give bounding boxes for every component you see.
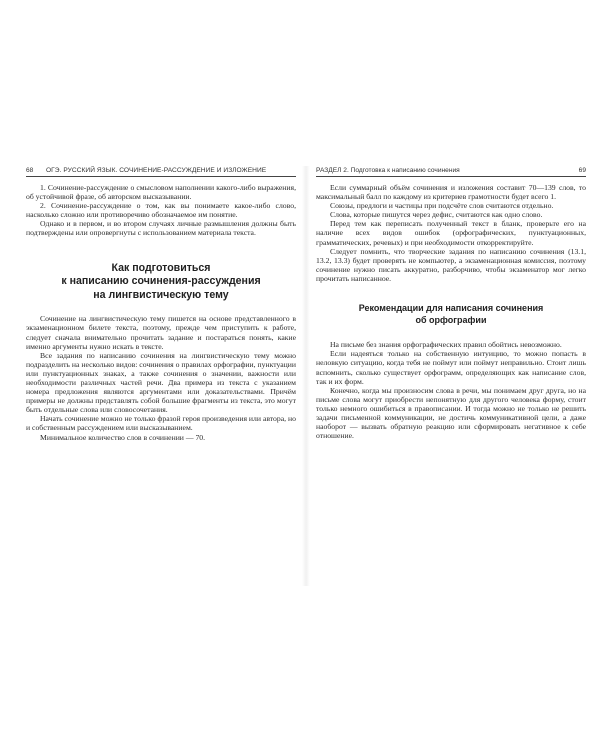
right-top-paragraph-3: Слова, которые пишутся через дефис, считаются как одно слово. xyxy=(330,210,543,220)
book-spread xyxy=(22,166,586,586)
left-running-head xyxy=(26,166,296,176)
left-heading-line-3: на лингвистическую тему xyxy=(93,288,229,301)
right-section-heading xyxy=(316,303,586,326)
left-intro-paragraph-3: Однако и в первом, и во втором случаях личные размышления должны быть подтверждены или опровергнуты с использованием материала текста. xyxy=(26,219,296,238)
left-running-title: ОГЭ. РУССКИЙ ЯЗЫК. СОЧИНЕНИЕ-РАССУЖДЕНИЕ И ИЗЛОЖЕНИЕ xyxy=(46,167,267,174)
right-top-paragraph-2: Союзы, предлоги и частицы при подсчёте слов считаются отдельно. xyxy=(330,201,554,211)
right-page-number: 69 xyxy=(578,167,586,174)
right-body-paragraph-1: На письме без знания орфографических правил обойтись невозможно. xyxy=(330,340,562,350)
left-section-heading xyxy=(26,262,296,303)
right-heading-line-1: Рекомендации для написания сочинения xyxy=(358,303,544,314)
left-heading-line-2: к написанию сочинения-рассуждения xyxy=(61,275,261,288)
right-body-paragraph-2: Если надеяться только на собственную интуицию, то можно попасть в неловкую ситуацию, когда тебя не поймут или поймут неправильно. Стоит лишь вспомнить, сколько существует орфограмм, определяющих как написание слов, так и их форм. xyxy=(316,349,586,386)
left-page xyxy=(26,166,296,586)
left-body-paragraph-2: Все задания по написанию сочинения на лингвистическую тему можно подразделить на несколько видов: сочинения о правилах орфографии, пунктуации или пунктуационных знаках, а также сочинения о значении, важности или необходимости различных частей речи. Два примера из текста с указанием номера предложения являются аргументами или доказательствами. Причём примеры не должны представлять собой большие фрагменты из текста, это могут быть отдельные слова или словосочетания. xyxy=(26,350,296,415)
left-body-paragraph-4: Минимальное количество слов в сочинении — 70. xyxy=(40,432,206,442)
right-running-title: РАЗДЕЛ 2. Подготовка к написанию сочинения xyxy=(316,167,460,174)
right-top-paragraph-4: Перед тем как переписать полученный текст в бланк, проверьте его на наличие всех видов ошибок (орфографических, пунктуационных, грамматических, речевых) и при необходимости откорректируйте. xyxy=(316,219,586,247)
book-gutter xyxy=(302,166,310,586)
right-body-paragraph-3: Конечно, когда мы произносим слова в речи, мы понимаем друг друга, но на письме слова могут приобрести непонятную для другого человека форму, стоит только немного ошибиться в правописании. И тогда можно не только не решить задачи письменной коммуникации, не достичь коммуникативной цели, а даже наоборот — вызвать обратную реакцию или сформировать негативное к себе отношение. xyxy=(316,385,586,441)
left-body-paragraph-3: Начать сочинение можно не только фразой героя произведения или автора, но и собственным рассуждением или высказыванием. xyxy=(26,414,296,433)
right-header-rule xyxy=(316,176,586,177)
left-heading-line-1: Как подготовиться xyxy=(111,261,211,274)
left-intro-paragraph-1: 1. Сочинение-рассуждение о смысловом наполнении какого-либо выражения, об устойчивой фразе, об авторском высказывании. xyxy=(26,183,296,202)
left-body-paragraph-1: Сочинение на лингвистическую тему пишется на основе представленного в экзаменационном билете текста, поэтому, прежде чем приступить к работе, следует сначала внимательно прочитать задание и постараться понять, какие именно аргументы нужно искать в тексте. xyxy=(26,314,296,351)
right-top-paragraph-5: Следует помнить, что творческие задания по написанию сочинения (13.1, 13.2, 13.3) будет проверять не компьютер, а экзаменационная комиссия, поэтому сочинение нужно писать аккуратно, разборчиво, чтобы экзаменатор мог легко прочитать написанное. xyxy=(316,246,586,283)
right-running-head xyxy=(316,166,586,176)
right-top-paragraph-1: Если суммарный объём сочинения и изложения составит 70—139 слов, то максимальный балл по каждому из критериев грамотности будет всего 1. xyxy=(316,183,586,202)
left-header-rule xyxy=(26,176,296,177)
right-page xyxy=(316,166,586,586)
left-page-number: 68 xyxy=(26,167,34,174)
left-intro-paragraph-2: 2. Сочинение-рассуждение о том, как вы понимаете какое-либо слово, насколько сложно или противоречиво обозначаемое им понятие. xyxy=(26,201,296,220)
right-heading-line-2: об орфографии xyxy=(415,314,487,325)
